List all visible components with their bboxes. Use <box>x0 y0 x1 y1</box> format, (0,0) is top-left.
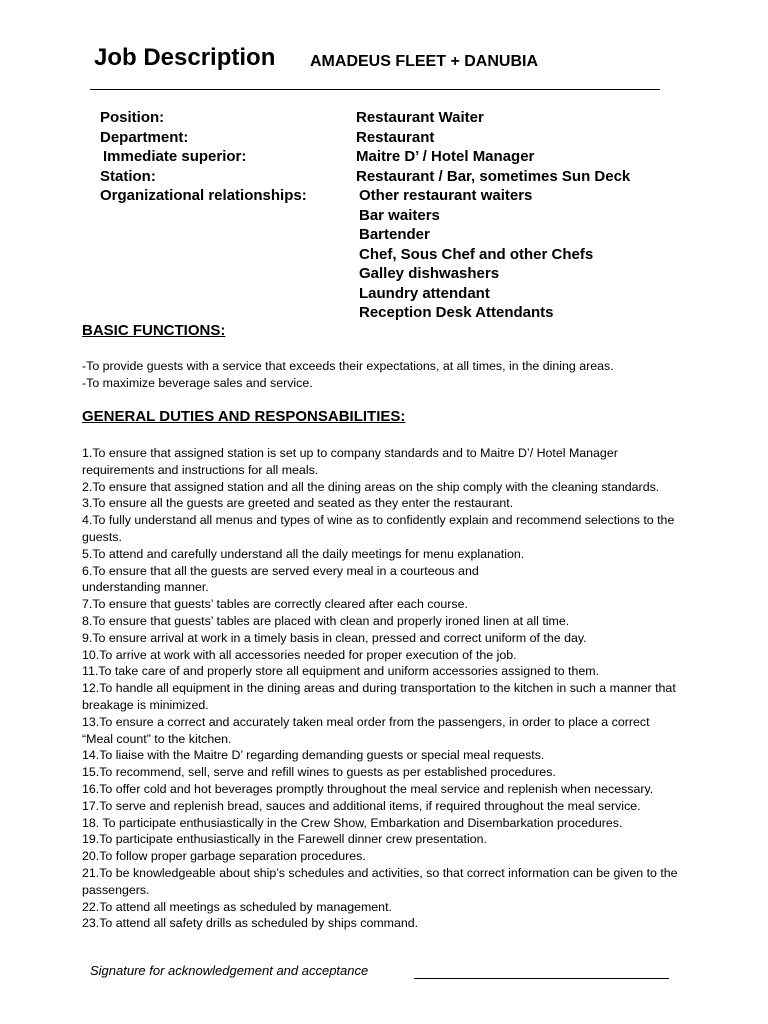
list-item: 4.To fully understand all menus and types of wine as to confidently explain and recommend selections to the guests. <box>82 513 675 544</box>
superior-row <box>100 147 700 167</box>
document-header <box>94 44 694 76</box>
list-item: 3.To ensure all the guests are greeted and seated as they enter the restaurant. <box>82 496 514 511</box>
relationship-item: Bar waiters <box>359 206 440 224</box>
department-value: Restaurant <box>356 128 435 146</box>
list-item: 9.To ensure arrival at work in a timely basis in clean, pressed and correct uniform of the day. <box>82 630 587 645</box>
list-item: 19.To participate enthusiastically in the Farewell dinner crew presentation. <box>82 832 487 847</box>
position-info-block <box>100 108 700 321</box>
list-item: 21.To be knowledgeable about ship’s schedules and activities, so that correct information can be given to the passengers. <box>82 865 678 897</box>
relationships-row <box>100 186 700 321</box>
department-row <box>100 128 700 148</box>
list-item: 22.To attend all meetings as scheduled by management. <box>82 899 392 914</box>
relationships-list <box>359 186 593 323</box>
list-item: 2.To ensure that assigned station and all the dining areas on the ship comply with the cleaning standards. <box>82 479 660 494</box>
list-item: 23.To attend all safety drills as scheduled by ships command. <box>82 916 419 931</box>
document-title: Job Description <box>94 44 276 71</box>
list-item: 7.To ensure that guests’ tables are correctly cleared after each course. <box>82 597 468 612</box>
relationship-item: Other restaurant waiters <box>359 187 533 204</box>
station-value: Restaurant / Bar, sometimes Sun Deck <box>356 167 631 185</box>
basic-functions-list <box>82 358 702 392</box>
list-item: 5.To attend and carefully understand all the daily meetings for menu explanation. <box>82 546 525 561</box>
list-item: 10.To arrive at work with all accessories needed for proper execution of the job. <box>82 647 517 662</box>
list-item: -To provide guests with a service that exceeds their expectations, at all times, in the dining areas. <box>82 359 614 373</box>
list-item: 8.To ensure that guests’ tables are placed with clean and properly ironed linen at all time. <box>82 613 570 628</box>
list-item: 14.To liaise with the Maitre D’ regarding demanding guests or special meal requests. <box>82 748 545 763</box>
list-item: 13.To ensure a correct and accurately taken meal order from the passengers, in order to place a correct “Meal count” to the kitchen. <box>82 714 650 746</box>
station-row <box>100 167 700 187</box>
list-item: 18. To participate enthusiastically in the Crew Show, Embarkation and Disembarkation procedures. <box>82 815 623 830</box>
list-item: -To maximize beverage sales and service. <box>82 375 313 390</box>
relationships-label: Organizational relationships: <box>100 187 307 204</box>
list-item: 20.To follow proper garbage separation procedures. <box>82 849 366 864</box>
signature-label: Signature for acknowledgement and acceptance <box>90 963 369 978</box>
list-item: 16.To offer cold and hot beverages promptly throughout the meal service and replenish when necessary. <box>82 781 654 796</box>
relationship-item: Bartender <box>359 226 430 243</box>
list-item: 12.To handle all equipment in the dining areas and during transportation to the kitchen in such a manner that breakage is minimized. <box>82 681 676 712</box>
list-item: 17.To serve and replenish bread, sauces and additional items, if required throughout the meal service. <box>82 798 641 813</box>
duties-list <box>82 445 682 932</box>
signature-block <box>90 963 690 983</box>
position-value: Restaurant Waiter <box>356 109 484 126</box>
position-row <box>100 108 700 128</box>
company-name: AMADEUS FLEET + DANUBIA <box>310 53 539 70</box>
position-label: Position: <box>100 109 165 126</box>
relationship-item: Reception Desk Attendants <box>359 304 554 321</box>
list-item: 15.To recommend, sell, serve and refill wines to guests as per established procedures. <box>82 765 556 780</box>
relationship-item: Chef, Sous Chef and other Chefs <box>359 245 594 263</box>
station-label: Station: <box>100 167 156 185</box>
department-label: Department: <box>100 128 189 146</box>
list-item: 1.To ensure that assigned station is set up to company standards and to Maitre D’/ Hotel Manager requirements and instructions for all meals. <box>82 446 618 477</box>
superior-label: Immediate superior: <box>103 148 247 165</box>
list-item: 11.To take care of and properly store all equipment and uniform accessories assigned to them. <box>82 664 600 679</box>
header-divider <box>90 89 660 90</box>
relationship-item: Galley dishwashers <box>359 265 500 282</box>
basic-functions-heading: BASIC FUNCTIONS: <box>82 322 226 339</box>
duties-heading: GENERAL DUTIES AND RESPONSABILITIES: <box>82 408 406 425</box>
relationship-item: Laundry attendant <box>359 284 490 302</box>
list-item: 6.To ensure that all the guests are served every meal in a courteous and understanding manner. <box>82 563 479 595</box>
signature-line[interactable] <box>414 978 669 979</box>
superior-value: Maitre D’ / Hotel Manager <box>356 148 535 165</box>
